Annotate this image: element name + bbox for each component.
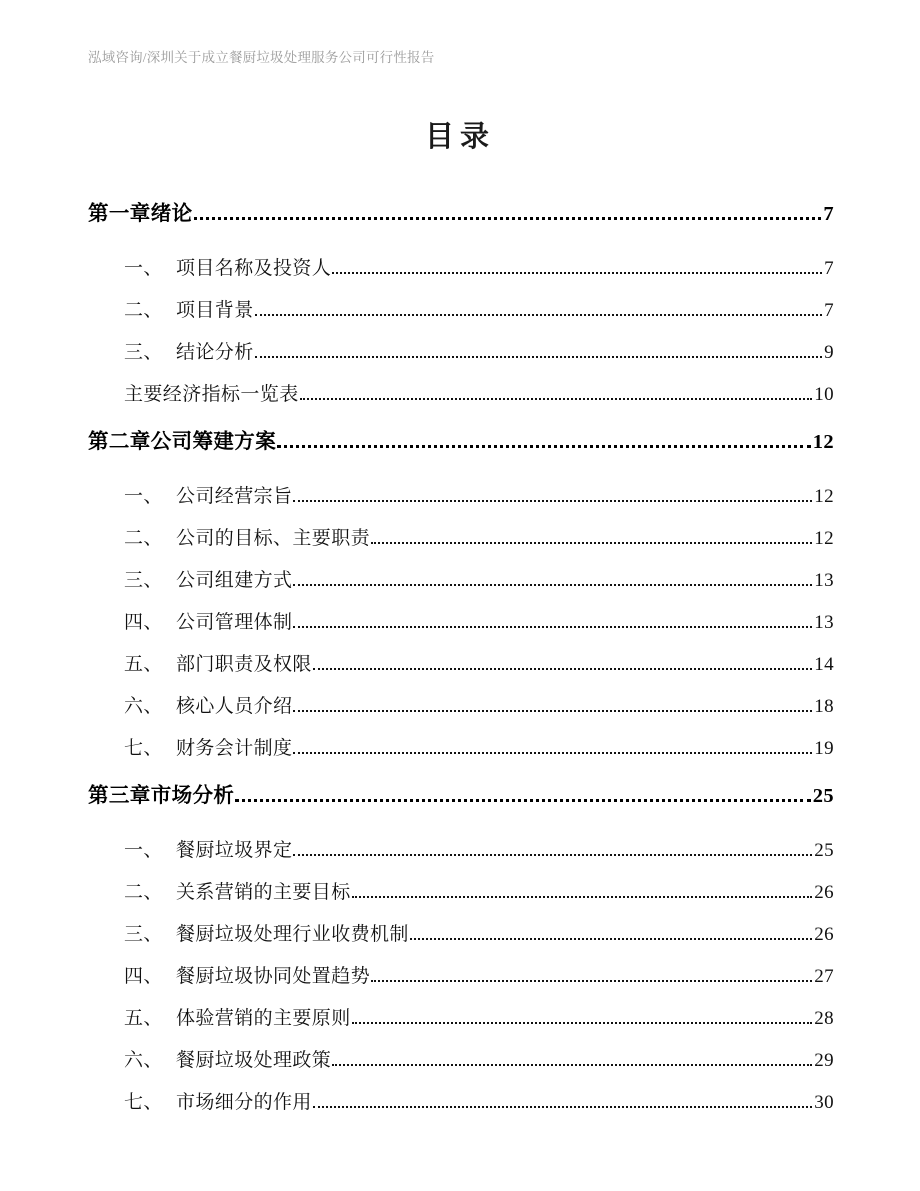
toc-entry-number: 一、 <box>124 258 163 279</box>
toc-section-entry[interactable] <box>88 592 834 634</box>
toc-section-entry[interactable] <box>88 238 834 280</box>
dot-leader <box>313 1105 812 1108</box>
toc-entry-label: 餐厨垃圾协同处置趋势 <box>176 966 371 987</box>
toc-entry-number: 五、 <box>124 1008 163 1029</box>
dot-leader <box>352 895 813 898</box>
toc-page-number: 12 <box>812 431 834 453</box>
toc-entry-label: 部门职责及权限 <box>176 654 312 675</box>
toc-page-number: 27 <box>814 966 834 987</box>
toc-section-entry[interactable] <box>88 820 834 862</box>
toc-entry-label: 关系营销的主要目标 <box>176 882 351 903</box>
toc-page-number: 29 <box>814 1050 834 1071</box>
toc-entry-number: 七、 <box>124 738 163 759</box>
toc-page-number: 25 <box>814 840 834 861</box>
toc-entry-label: 项目背景 <box>176 300 254 321</box>
dot-leader <box>293 709 812 712</box>
toc-entry-number: 三、 <box>124 342 163 363</box>
toc-entry-number: 一、 <box>124 486 163 507</box>
toc-entry-number: 第一章 <box>88 203 151 225</box>
toc-page-number: 9 <box>824 342 834 363</box>
toc-section-entry[interactable] <box>88 1030 834 1072</box>
toc-section-entry[interactable] <box>88 1072 834 1114</box>
dot-leader <box>194 216 822 220</box>
table-of-contents <box>88 178 834 1114</box>
toc-entry-number: 四、 <box>124 612 163 633</box>
toc-entry-label: 餐厨垃圾处理政策 <box>176 1050 332 1071</box>
toc-section-entry[interactable] <box>88 322 834 364</box>
dot-leader <box>277 444 811 448</box>
dot-leader <box>332 271 822 274</box>
toc-page-number: 26 <box>814 882 834 903</box>
dot-leader <box>293 625 812 628</box>
toc-page-number: 7 <box>824 258 834 279</box>
dot-leader <box>293 583 812 586</box>
toc-page-number: 14 <box>814 654 834 675</box>
toc-entry-label: 体验营销的主要原则 <box>176 1008 351 1029</box>
toc-entry-number: 一、 <box>124 840 163 861</box>
dot-leader <box>293 751 812 754</box>
toc-entry-label: 财务会计制度 <box>176 738 293 759</box>
dot-leader <box>313 667 812 670</box>
toc-page-number: 30 <box>814 1092 834 1113</box>
toc-entry-number: 第二章 <box>88 431 151 453</box>
dot-leader <box>235 798 810 802</box>
toc-entry-number: 二、 <box>124 882 163 903</box>
toc-entry-label: 市场分析 <box>150 785 235 807</box>
toc-entry-label: 公司的目标、主要职责 <box>176 528 371 549</box>
toc-page-number: 12 <box>814 486 834 507</box>
toc-entry-label: 公司筹建方案 <box>150 431 277 453</box>
toc-page-number: 25 <box>812 785 834 807</box>
toc-section-entry[interactable] <box>88 946 834 988</box>
page-title: 目录 <box>424 121 495 153</box>
toc-page-number: 10 <box>814 384 834 405</box>
running-header: 泓域咨询/深圳关于成立餐厨垃圾处理服务公司可行性报告 <box>88 50 435 65</box>
dot-leader <box>371 541 812 544</box>
toc-section-entry[interactable] <box>88 550 834 592</box>
toc-section-entry[interactable] <box>88 904 834 946</box>
toc-entry-label: 公司经营宗旨 <box>176 486 293 507</box>
toc-section-entry[interactable] <box>88 862 834 904</box>
toc-page-number: 12 <box>814 528 834 549</box>
toc-section-entry[interactable] <box>88 718 834 760</box>
toc-page-number: 7 <box>823 203 834 225</box>
toc-entry-label: 结论分析 <box>176 342 254 363</box>
dot-leader <box>352 1021 813 1024</box>
toc-entry-number: 三、 <box>124 924 163 945</box>
toc-entry-label: 核心人员介绍 <box>176 696 293 717</box>
toc-entry-number: 六、 <box>124 696 163 717</box>
toc-chapter-entry[interactable] <box>88 178 834 226</box>
toc-chapter-entry[interactable] <box>88 760 834 808</box>
toc-entry-label: 绪论 <box>150 203 193 225</box>
toc-entry-label: 主要经济指标一览表 <box>124 384 299 405</box>
toc-entry-number: 六、 <box>124 1050 163 1071</box>
toc-entry-label: 市场细分的作用 <box>176 1092 312 1113</box>
toc-entry-number: 二、 <box>124 300 163 321</box>
toc-section-entry[interactable] <box>88 364 834 406</box>
dot-leader <box>371 979 812 982</box>
toc-entry-label: 项目名称及投资人 <box>176 258 332 279</box>
toc-section-entry[interactable] <box>88 988 834 1030</box>
toc-entry-number: 五、 <box>124 654 163 675</box>
toc-page-number: 13 <box>814 612 834 633</box>
toc-section-entry[interactable] <box>88 676 834 718</box>
toc-entry-label: 餐厨垃圾处理行业收费机制 <box>176 924 409 945</box>
dot-leader <box>255 355 822 358</box>
toc-page-number: 28 <box>814 1008 834 1029</box>
dot-leader <box>410 937 812 940</box>
toc-chapter-entry[interactable] <box>88 406 834 454</box>
toc-entry-number: 三、 <box>124 570 163 591</box>
toc-section-entry[interactable] <box>88 508 834 550</box>
toc-entry-label: 餐厨垃圾界定 <box>176 840 293 861</box>
dot-leader <box>300 397 813 400</box>
toc-section-entry[interactable] <box>88 280 834 322</box>
toc-entry-number: 七、 <box>124 1092 163 1113</box>
toc-section-entry[interactable] <box>88 466 834 508</box>
toc-entry-number: 二、 <box>124 528 163 549</box>
toc-page-number: 19 <box>814 738 834 759</box>
toc-page-number: 18 <box>814 696 834 717</box>
toc-page-number: 7 <box>824 300 834 321</box>
toc-entry-number: 第三章 <box>88 785 151 807</box>
toc-entry-number: 四、 <box>124 966 163 987</box>
dot-leader <box>293 499 812 502</box>
toc-section-entry[interactable] <box>88 634 834 676</box>
toc-entry-label: 公司管理体制 <box>176 612 293 633</box>
dot-leader <box>332 1063 812 1066</box>
dot-leader <box>255 313 822 316</box>
toc-page-number: 13 <box>814 570 834 591</box>
toc-entry-label: 公司组建方式 <box>176 570 293 591</box>
toc-page-number: 26 <box>814 924 834 945</box>
dot-leader <box>293 853 812 856</box>
